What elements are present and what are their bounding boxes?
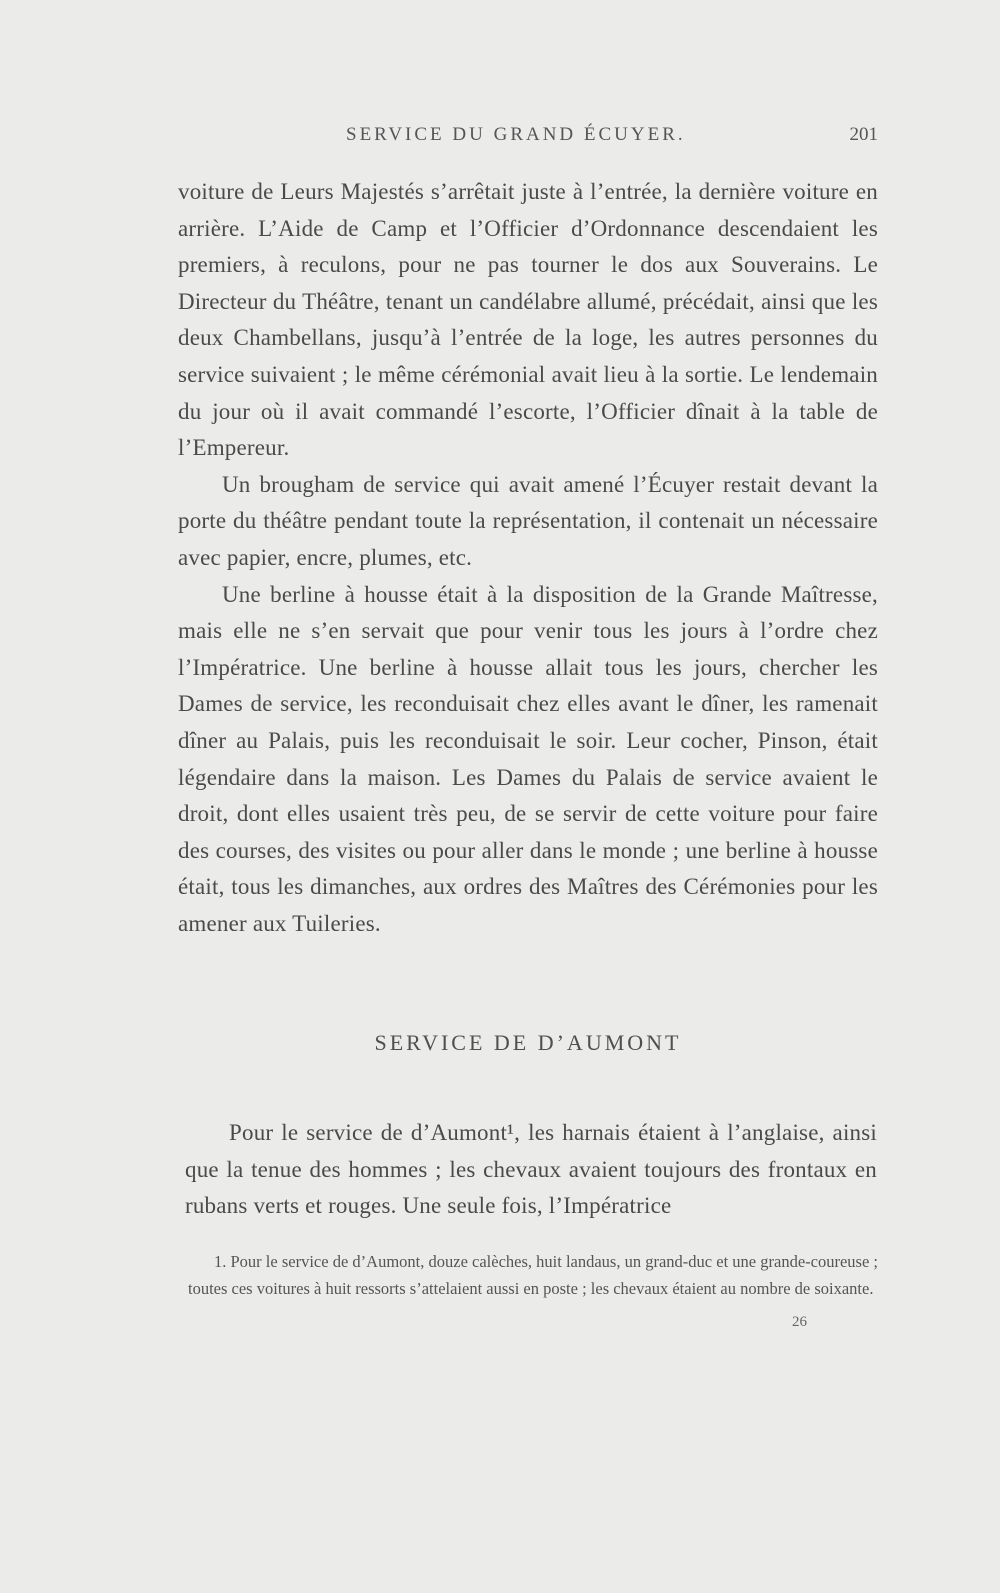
paragraph-1: voiture de Leurs Majestés s’arrêtait juste à l’entrée, la dernière voiture en arrière. L’Aide de Camp et l’Officier d’Ordonnance descendaient les premiers, à reculons, pour ne pas tourner le dos aux Souverains. Le Directeur du Théâtre, tenant un candélabre allumé, précédait, ainsi que les deux Chambellans, jusqu’à l’entrée de la loge, les autres personnes du service suivaient ; le même cérémonial avait lieu à la sortie. Le lendemain du jour où il avait commandé l’escorte, l’Officier dînait à la table de l’Empereur. [178,179,878,461]
paragraph-2: Un brougham de service qui avait amené l’Écuyer restait devant la porte du théâtre pendant toute la représentation, il contenait un nécessaire avec papier, encre, plumes, etc. [178,471,878,570]
page-header [178,122,878,156]
section-paragraph: Pour le service de d’Aumont¹, les harnais étaient à l’anglaise, ainsi que la tenue des hommes ; les chevaux avaient toujours des frontaux en rubans verts et rouges. Une seule fois, l’Impératrice [185,1120,877,1219]
page-number: 201 [849,124,878,145]
signature-mark: 26 [792,1314,807,1330]
footnote [188,1248,878,1302]
paragraph-3: Une berline à housse était à la disposition de la Grande Maîtresse, mais elle ne s’en servait que pour venir tous les jours à l’ordre chez l’Impératrice. Une berline à housse allait tous les jours, chercher les Dames de service, les reconduisait chez elles avant le dîner, les ramenait dîner au Palais, puis les reconduisait le soir. Leur cocher, Pinson, était légendaire dans la maison. Les Dames du Palais de service avaient le droit, dont elles usaient très peu, de se servir de cette voiture pour faire des courses, des visites ou pour aller dans le monde ; une berline à housse était, tous les dimanches, aux ordres des Maîtres des Cérémonies pour les amener aux Tuileries. [178,581,878,936]
running-head: SERVICE DU GRAND ÉCUYER. [346,124,686,145]
section-title: SERVICE DE D’AUMONT [374,1030,682,1055]
footnote-text: 1. Pour le service de d’Aumont, douze calèches, huit landaus, un grand-duc et une grande-coureuse ; toutes ces voitures à huit ressorts s’attelaient aussi en poste ; les chevaux étaient au nombre de soixante. [188,1252,878,1298]
main-text [178,174,878,942]
section-text [185,1115,877,1225]
